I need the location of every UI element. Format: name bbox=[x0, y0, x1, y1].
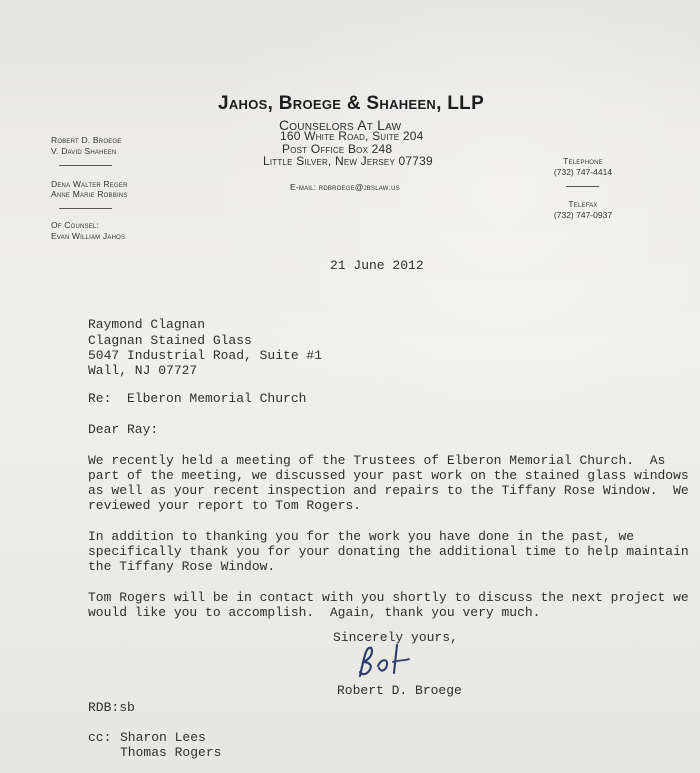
letter-date: 21 June 2012 bbox=[330, 258, 424, 273]
partner-name-1: Robert D. Broege bbox=[51, 135, 122, 145]
cc-recipient-1: Sharon Lees bbox=[120, 730, 206, 745]
firm-name: Jahos, Broege & Shaheen, LLP bbox=[218, 93, 485, 114]
recipient-line-1: Raymond Clagnan bbox=[88, 317, 206, 332]
email-line: E-mail: rdbroege@jbslaw.us bbox=[290, 182, 400, 192]
paragraph-1-line-1: We recently held a meeting of the Trustees of Elberon Memorial Church. As bbox=[88, 453, 666, 468]
right-divider bbox=[566, 186, 599, 187]
signer-name: Robert D. Broege bbox=[337, 683, 462, 698]
paragraph-2-line-2: specifically thank you for your donating the additional time to help maintain bbox=[88, 544, 689, 559]
partner-name-4: Anne Marie Robbins bbox=[51, 189, 128, 199]
partner-name-3: Dena Walter Reger bbox=[51, 179, 128, 189]
left-divider-1 bbox=[59, 165, 112, 166]
paragraph-3-line-2: would like you to accomplish. Again, thank you very much. bbox=[88, 605, 541, 620]
address-line-1: 160 White Road, Suite 204 bbox=[280, 129, 424, 143]
address-line-2: Post Office Box 248 bbox=[282, 142, 393, 156]
re-line: Re: Elberon Memorial Church bbox=[88, 391, 307, 406]
recipient-line-2: Clagnan Stained Glass bbox=[88, 333, 252, 348]
paragraph-3-line-1: Tom Rogers will be in contact with you shortly to discuss the next project we bbox=[88, 590, 689, 605]
telefax-number: (732) 747-0937 bbox=[553, 210, 613, 220]
salutation: Dear Ray: bbox=[88, 422, 159, 437]
firm-subtitle: Counselors At Law bbox=[279, 117, 402, 133]
address-line-3: Little Silver, New Jersey 07739 bbox=[263, 154, 433, 168]
recipient-line-3: 5047 Industrial Road, Suite #1 bbox=[88, 348, 323, 363]
paragraph-2-line-1: In addition to thanking you for the work you have done in the past, we bbox=[88, 529, 635, 544]
telefax-label: Telefax bbox=[568, 199, 598, 209]
cc-recipient-2: Thomas Rogers bbox=[120, 745, 222, 760]
cc-label: cc: bbox=[88, 730, 112, 745]
paragraph-2-line-3: the Tiffany Rose Window. bbox=[88, 559, 276, 574]
initials-line: RDB:sb bbox=[88, 700, 135, 715]
left-divider-2 bbox=[59, 208, 112, 209]
recipient-line-4: Wall, NJ 07727 bbox=[88, 363, 198, 378]
counsel-label: Of Counsel: bbox=[51, 220, 100, 230]
closing: Sincerely yours, bbox=[333, 630, 458, 645]
signature-image bbox=[352, 642, 416, 680]
telephone-number: (732) 747-4414 bbox=[553, 167, 613, 177]
paragraph-1-line-3: as well as your recent inspection and repairs to the Tiffany Rose Window. We bbox=[88, 483, 689, 498]
paragraph-1-line-4: reviewed your report to Tom Rogers. bbox=[88, 498, 362, 513]
telephone-label: Telephone bbox=[563, 156, 603, 166]
paragraph-1-line-2: part of the meeting, we discussed your past work on the stained glass windows bbox=[88, 468, 689, 483]
partner-name-2: V. David Shaheen bbox=[51, 146, 117, 156]
counsel-name: Evan William Jahos bbox=[51, 231, 126, 241]
